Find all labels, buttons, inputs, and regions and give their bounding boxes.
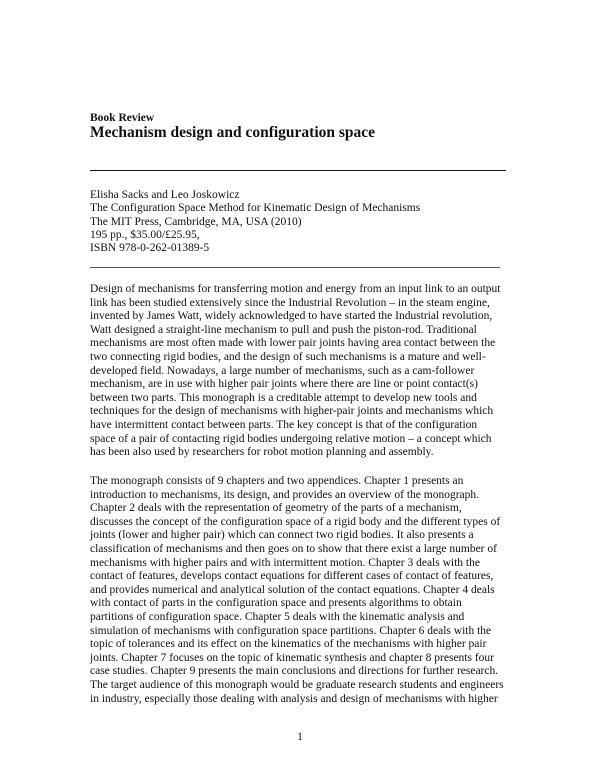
paragraph-line: joints (lower and higher pair) which can connect two rigid bodies. It also presents a — [90, 529, 474, 542]
paragraph-line: Design of mechanisms for transferring motion and energy from an input link to an output — [90, 283, 501, 295]
paragraph-line: two connecting rigid bodies, and the design of such mechanisms is a mature and well- — [90, 350, 486, 363]
paragraph-line: The target audience of this monograph would be graduate research students and engineers — [90, 678, 504, 691]
paragraph-line: Watt designed a straight-line mechanism to pull and push the piston-rod. Traditional — [90, 323, 477, 336]
paragraph-line: in industry, especially those dealing with analysis and design of mechanisms with higher — [90, 692, 498, 705]
paragraph-line: The monograph consists of 9 chapters and two appendices. Chapter 1 presents an — [90, 475, 464, 487]
paragraph-line: Chapter 2 deals with the representation of geometry of the parts of a mechanism, — [90, 502, 462, 515]
paragraph-line: classification of mechanisms and then goes on to show that there exist a large number of — [90, 542, 497, 555]
book-pages-price: 195 pp., $35.00/£25.95, — [90, 228, 200, 241]
paragraph-line: case studies. Chapter 9 presents the main conclusions and directions for further research. — [90, 665, 499, 678]
paragraph-line: contact of features, develops contact equations for different cases of contact of features, — [90, 570, 494, 583]
book-authors: Elisha Sacks and Leo Joskowicz — [90, 189, 240, 201]
section-label: Book Review — [90, 112, 155, 124]
bibliography-divider — [90, 267, 500, 268]
paragraph-line: mechanisms with higher pairs and with intermittent motion. Chapter 3 deals with the — [90, 556, 480, 569]
paragraph-line: space of a pair of contacting rigid bodies undergoing relative motion – a concept which — [90, 432, 492, 445]
title-divider — [90, 170, 506, 171]
paragraph-line: and provides numerical and analytical solution of the contact equations. Chapter 4 deals — [90, 583, 495, 596]
paragraph-line: mechanism, are in use with higher pair joints where there are line or point contact(s) — [90, 378, 478, 391]
paragraph-line: link has been studied extensively since the Industrial Revolution – in the steam engine, — [90, 296, 490, 309]
page-title: Mechanism design and configuration space — [90, 124, 376, 141]
body-paragraph-1 — [90, 283, 510, 460]
paragraph-line: have intermittent contact between parts. The key concept is that of the configuration — [90, 418, 478, 431]
paragraph-line: introduction to mechanisms, its design, and provides an overview of the monograph. — [90, 488, 480, 501]
paragraph-line: joints. Chapter 7 focuses on the topic of kinematic synthesis and chapter 8 presents four — [90, 651, 494, 664]
book-publisher: The MIT Press, Cambridge, MA, USA (2010) — [90, 215, 302, 228]
page-number: 1 — [297, 731, 303, 743]
paragraph-line: between two parts. This monograph is a creditable attempt to develop new tools and — [90, 391, 477, 404]
paragraph-line: discusses the concept of the configuration space of a rigid body and the different types of — [90, 515, 501, 528]
paragraph-line: topic of tolerances and its effect on the kinematics of the mechanisms with higher pair — [90, 638, 487, 651]
paragraph-line: invented by James Watt, widely acknowledged to have started the Industrial revolution, — [90, 310, 493, 323]
paragraph-line: has been also used by researchers for robot motion planning and assembly. — [90, 446, 434, 459]
book-title: The Configuration Space Method for Kinematic Design of Mechanisms — [90, 202, 421, 215]
paragraph-line: mechanisms are most often made with lower pair joints having area contact between the — [90, 337, 496, 350]
body-paragraph-2 — [90, 475, 510, 706]
paragraph-line: simulation of mechanisms with configuration space partitions. Chapter 6 deals with the — [90, 624, 492, 637]
paragraph-line: techniques for the design of mechanisms with higher-pair joints and mechanisms which — [90, 405, 494, 418]
paragraph-line: partitions of configuration space. Chapter 5 deals with the kinematic analysis and — [90, 610, 465, 623]
paragraph-line: with contact of parts in the configuration space and presents algorithms to obtain — [90, 597, 462, 610]
paragraph-line: developed field. Nowadays, a large number of mechanisms, such as a cam-follower — [90, 364, 475, 377]
bibliographic-info — [90, 189, 420, 255]
book-isbn: ISBN 978-0-262-01389-5 — [90, 242, 210, 255]
